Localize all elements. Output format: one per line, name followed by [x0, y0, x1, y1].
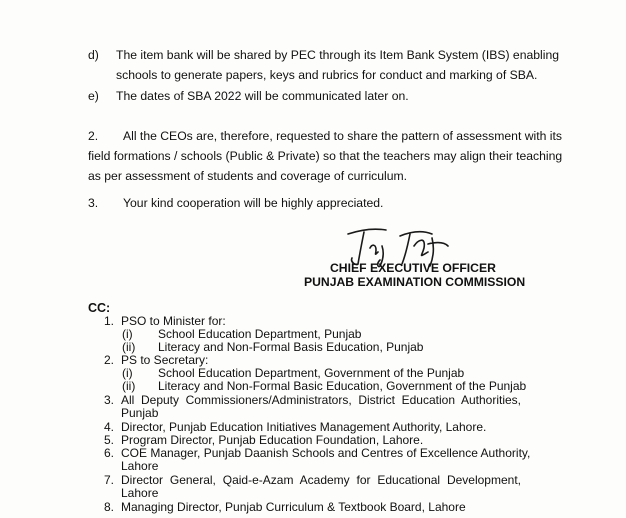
paragraph2-line1: All the CEOs are, therefore, requested to share the pattern of assessment with its [123, 129, 562, 143]
cc-item-number: 6. [104, 446, 115, 460]
item-d-line2: schools to generate papers, keys and rubrics for conduct and marking of SBA. [116, 68, 538, 82]
cc-subitem-text: School Education Department, Punjab [158, 327, 362, 341]
cc-subitem-text: Literacy and Non-Formal Basic Education, Government of the Punjab [158, 379, 527, 393]
cc-item-text: Director, Punjab Education Initiatives Management Authority, Lahore. [121, 420, 487, 434]
item-d-line1: The item bank will be shared by PEC through its Item Bank System (IBS) enabling [116, 48, 560, 62]
cc-item-line1: COE Manager, Punjab Daanish Schools and Centres of Excellence Authority, [121, 446, 531, 460]
item-e-marker: e) [88, 89, 99, 103]
cc-item-number: 3. [104, 393, 115, 407]
signatory-organization: PUNJAB EXAMINATION COMMISSION [304, 275, 526, 289]
cc-subitem-text: Literacy and Non-Formal Basis Education, Punjab [158, 340, 424, 354]
cc-item-text: Program Director, Punjab Education Foundation, Lahore. [121, 433, 424, 447]
cc-item-text: Managing Director, Punjab Curriculum & Textbook Board, Lahore [121, 500, 466, 514]
cc-item-number: 2. [104, 353, 115, 367]
cc-subitem-marker: (i) [122, 327, 133, 341]
cc-subitem-text: School Education Department, Government of the Punjab [158, 366, 465, 380]
cc-item-number: 5. [104, 433, 115, 447]
paragraph2-line2: field formations / schools (Public & Private) so that the teachers may align their teaching [88, 149, 563, 163]
cc-item-text: PS to Secretary: [121, 353, 209, 367]
paragraph3-number: 3. [88, 196, 99, 210]
cc-subitem-marker: (ii) [122, 379, 136, 393]
paragraph2-number: 2. [88, 129, 99, 143]
cc-item-number: 7. [104, 473, 115, 487]
cc-item-text: PSO to Minister for: [121, 314, 226, 328]
cc-item-line2: Lahore [121, 486, 159, 500]
cc-item-line2: Punjab [121, 406, 159, 420]
cc-item-line1: All Deputy Commissioners/Administrators, District Education Authorities, [121, 393, 521, 407]
item-d-marker: d) [88, 48, 99, 62]
cc-item-line1: Director General, Qaid-e-Azam Academy for Educational Development, [121, 473, 521, 487]
paragraph2-line3: as per assessment of students and coverage of curriculum. [88, 169, 408, 183]
cc-subitem-marker: (ii) [122, 340, 136, 354]
cc-label: CC: [88, 301, 111, 315]
item-e-line1: The dates of SBA 2022 will be communicated later on. [116, 89, 409, 103]
signatory-title: CHIEF EXECUTIVE OFFICER [330, 261, 496, 275]
cc-item-number: 4. [104, 420, 115, 434]
cc-item-number: 8. [104, 500, 115, 514]
cc-item-number: 1. [104, 314, 115, 328]
cc-item-line2: Lahore [121, 459, 159, 473]
paragraph3-text: Your kind cooperation will be highly appreciated. [123, 196, 384, 210]
cc-subitem-marker: (i) [122, 366, 133, 380]
